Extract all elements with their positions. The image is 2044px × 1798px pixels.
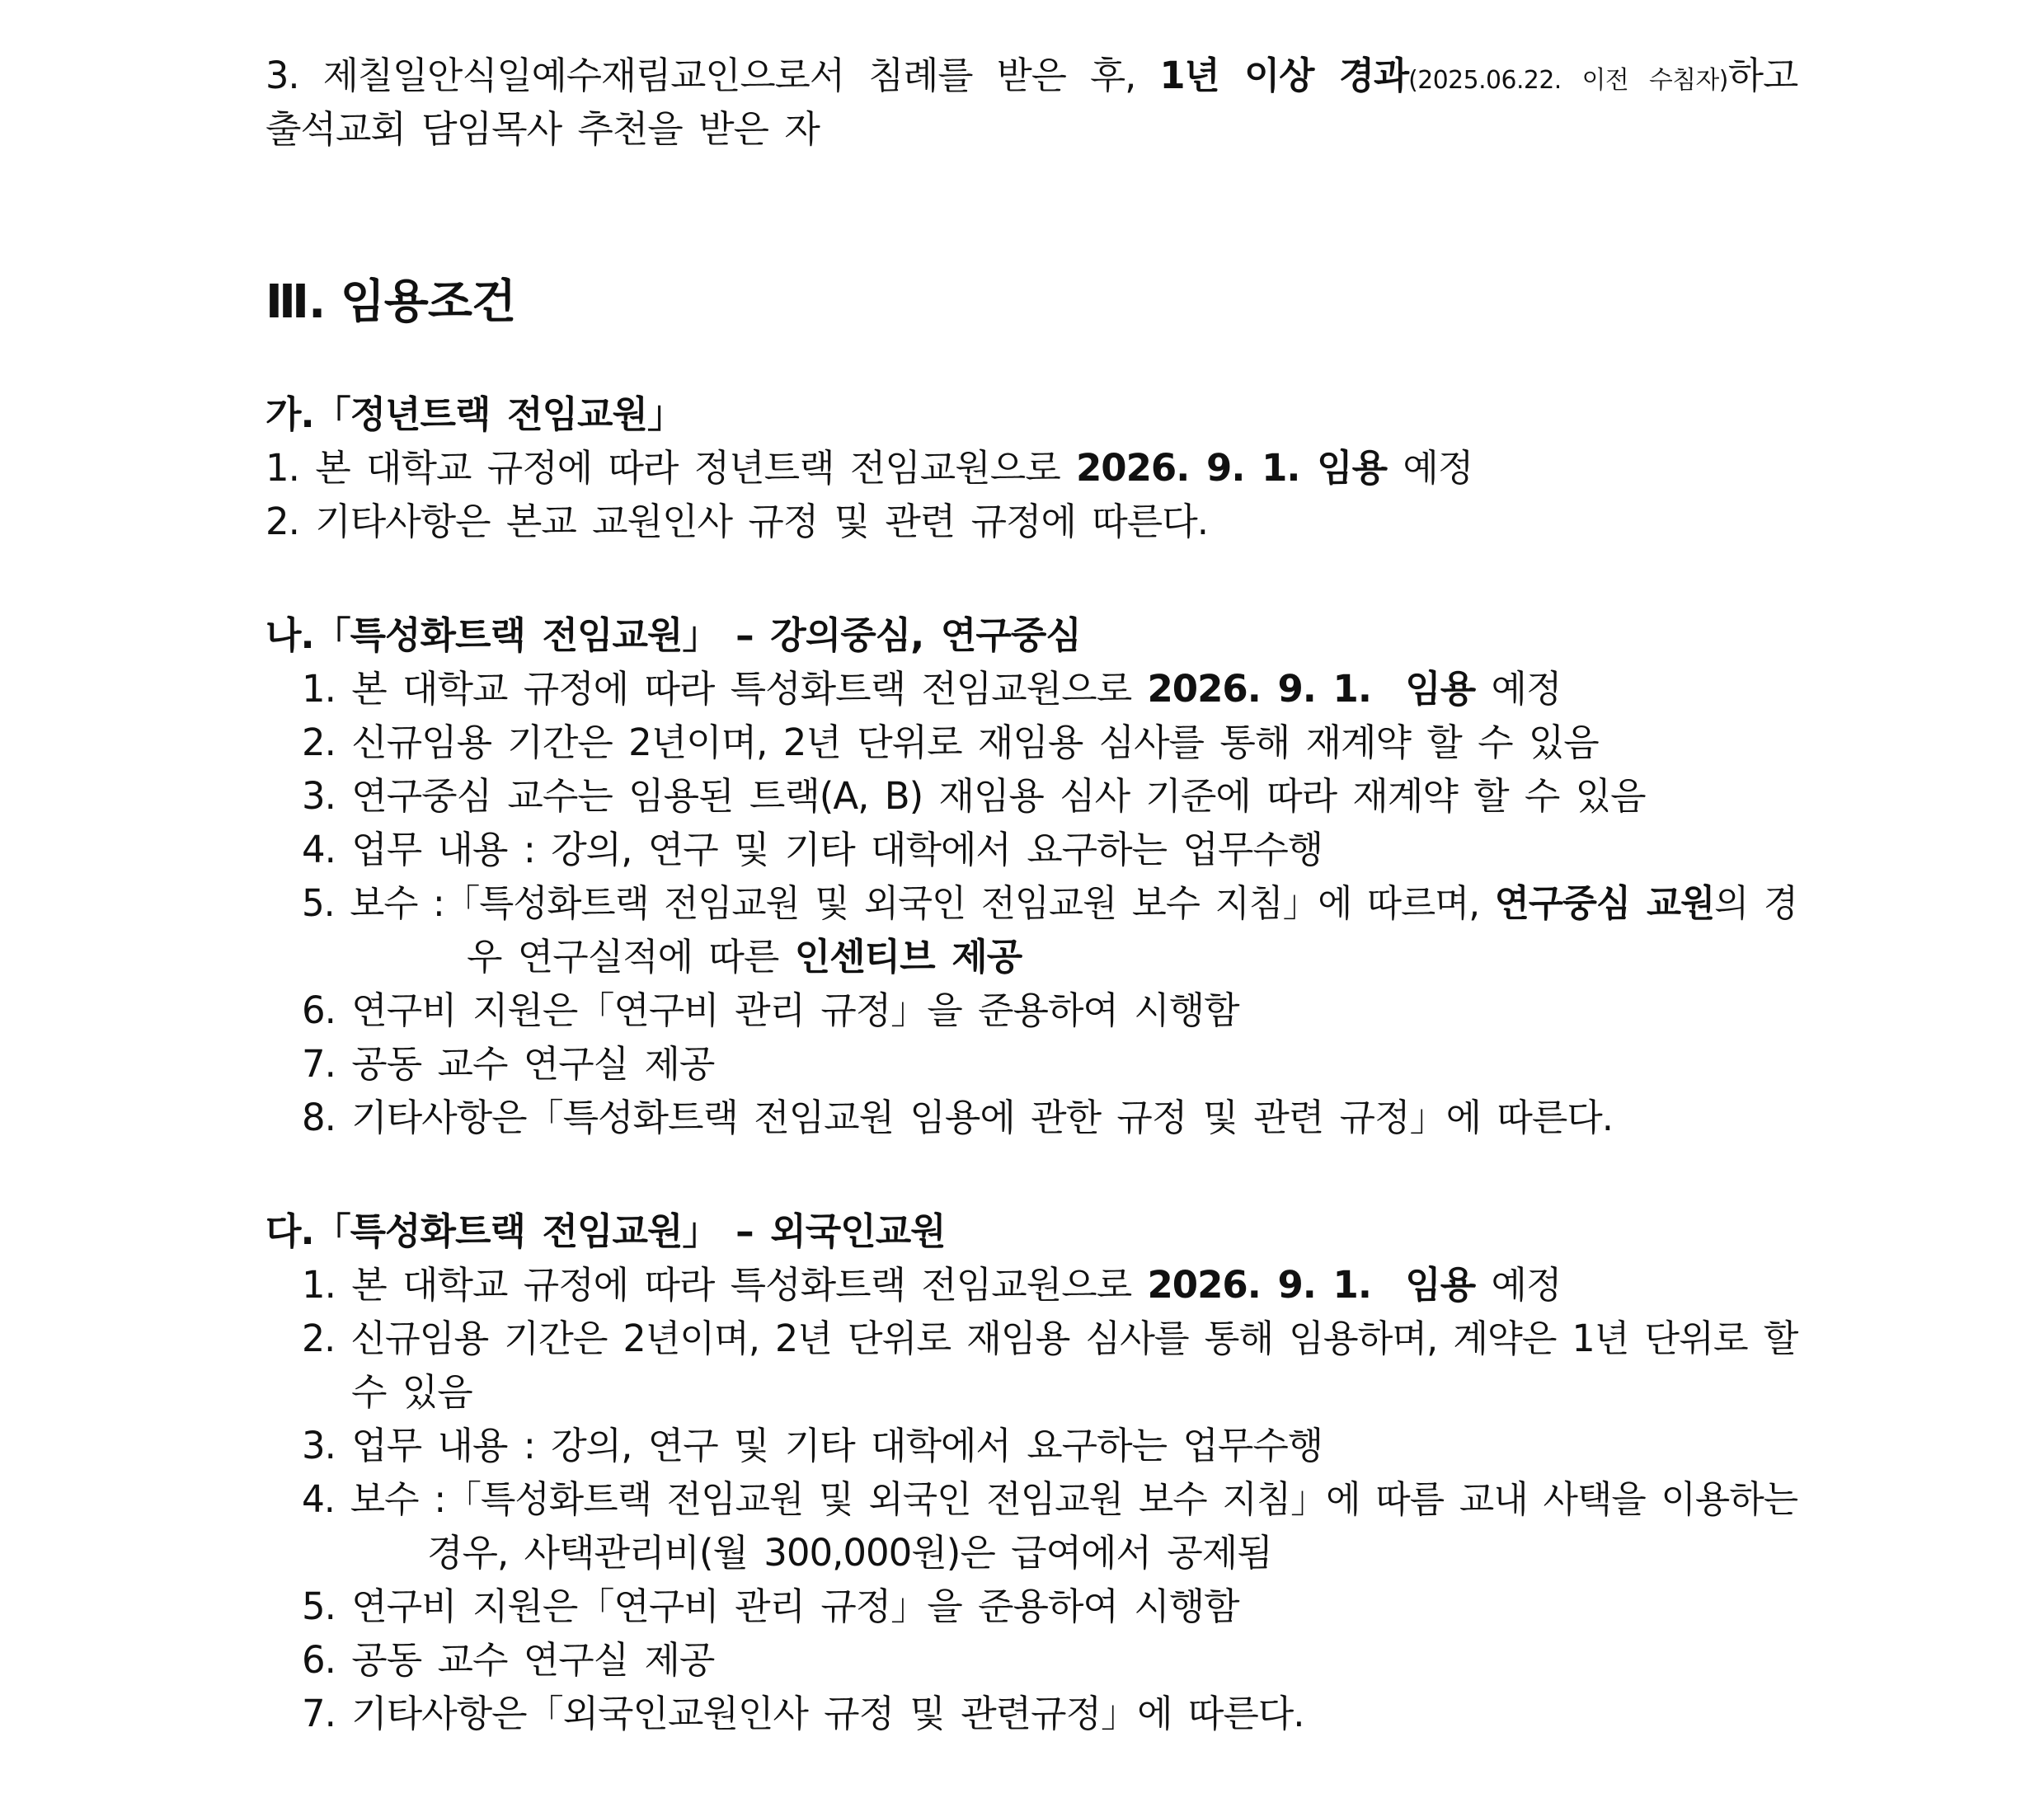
da-item-6: 6. 공동 교수 연구실 제공	[302, 1638, 715, 1682]
na-item-7: 7. 공동 교수 연구실 제공	[302, 1042, 715, 1086]
prev-item-3-line2: 출석교회 담임목사 추천을 받은 자	[265, 107, 820, 151]
da-item-4-cont: 경우, 사택관리비(월 300,000원)은 급여에서 공제됨	[427, 1531, 1272, 1575]
da-item-2-cont: 수 있음	[351, 1370, 472, 1414]
section-title: Ⅲ. 임용조건	[265, 275, 516, 329]
na-item-6: 6. 연구비 지원은「연구비 관리 규정」을 준용하여 시행함	[302, 988, 1239, 1032]
subsection-ga-title: 가.「정년트랙 전임교원」	[265, 392, 684, 436]
da-item-1: 1. 본 대학교 규정에 따라 특성화트랙 전임교원으로 2026. 9. 1. 임용 예정	[302, 1263, 1562, 1307]
ga-item-1: 1. 본 대학교 규정에 따라 정년트랙 전임교원으로 2026. 9. 1. 임용 예정	[265, 446, 1473, 490]
subsection-da-title: 다.「특성화트랙 전임교원」 – 외국인교원	[265, 1209, 946, 1253]
na-item-2: 2. 신규임용 기간은 2년이며, 2년 단위로 재임용 심사를 통해 재계약 할 수 있음	[302, 721, 1599, 764]
na-item-3: 3. 연구중심 교수는 임용된 트랙(A, B) 재임용 심사 기준에 따라 재계약 할 수 있음	[302, 774, 1646, 818]
prev-item-3-line1: 3. 제칠일안식일예수재림교인으로서 침례를 받은 후, 1년 이상 경과(2025.06.22. 이전 수침자)하고	[265, 54, 1798, 97]
na-item-1: 1. 본 대학교 규정에 따라 특성화트랙 전임교원으로 2026. 9. 1. 임용 예정	[302, 667, 1562, 711]
prev-item-3-bold: 1년 이상 경과	[1159, 54, 1409, 97]
da-item-3: 3. 업무 내용 : 강의, 연구 및 기타 대학에서 요구하는 업무수행	[302, 1424, 1323, 1467]
na-item-8: 8. 기타사항은「특성화트랙 전임교원 임용에 관한 규정 및 관련 규정」에 따른다.	[302, 1096, 1614, 1139]
da-item-4: 4. 보수 :「특성화트랙 전임교원 및 외국인 전임교원 보수 지침」에 따름 교내 사택을 이용하는	[302, 1477, 1798, 1521]
da-item-5: 5. 연구비 지원은「연구비 관리 규정」을 준용하여 시행함	[302, 1584, 1239, 1628]
na-item-5: 5. 보수 :「특성화트랙 전임교원 및 외국인 전임교원 보수 지침」에 따르며, 연구중심 교원의 경	[302, 881, 1797, 925]
da-item-2: 2. 신규임용 기간은 2년이며, 2년 단위로 재임용 심사를 통해 임용하며, 계약은 1년 단위로 할	[302, 1317, 1798, 1360]
da-item-7: 7. 기타사항은「외국인교원인사 규정 및 관련규정」에 따른다.	[302, 1692, 1304, 1735]
ga-item-2: 2. 기타사항은 본교 교원인사 규정 및 관련 규정에 따른다.	[265, 500, 1209, 543]
subsection-na-title: 나.「특성화트랙 전임교원」 – 강의중심, 연구중심	[265, 613, 1081, 657]
na-item-4: 4. 업무 내용 : 강의, 연구 및 기타 대학에서 요구하는 업무수행	[302, 828, 1323, 871]
na-item-5-cont: 우 연구실적에 따른 인센티브 제공	[467, 935, 1022, 979]
